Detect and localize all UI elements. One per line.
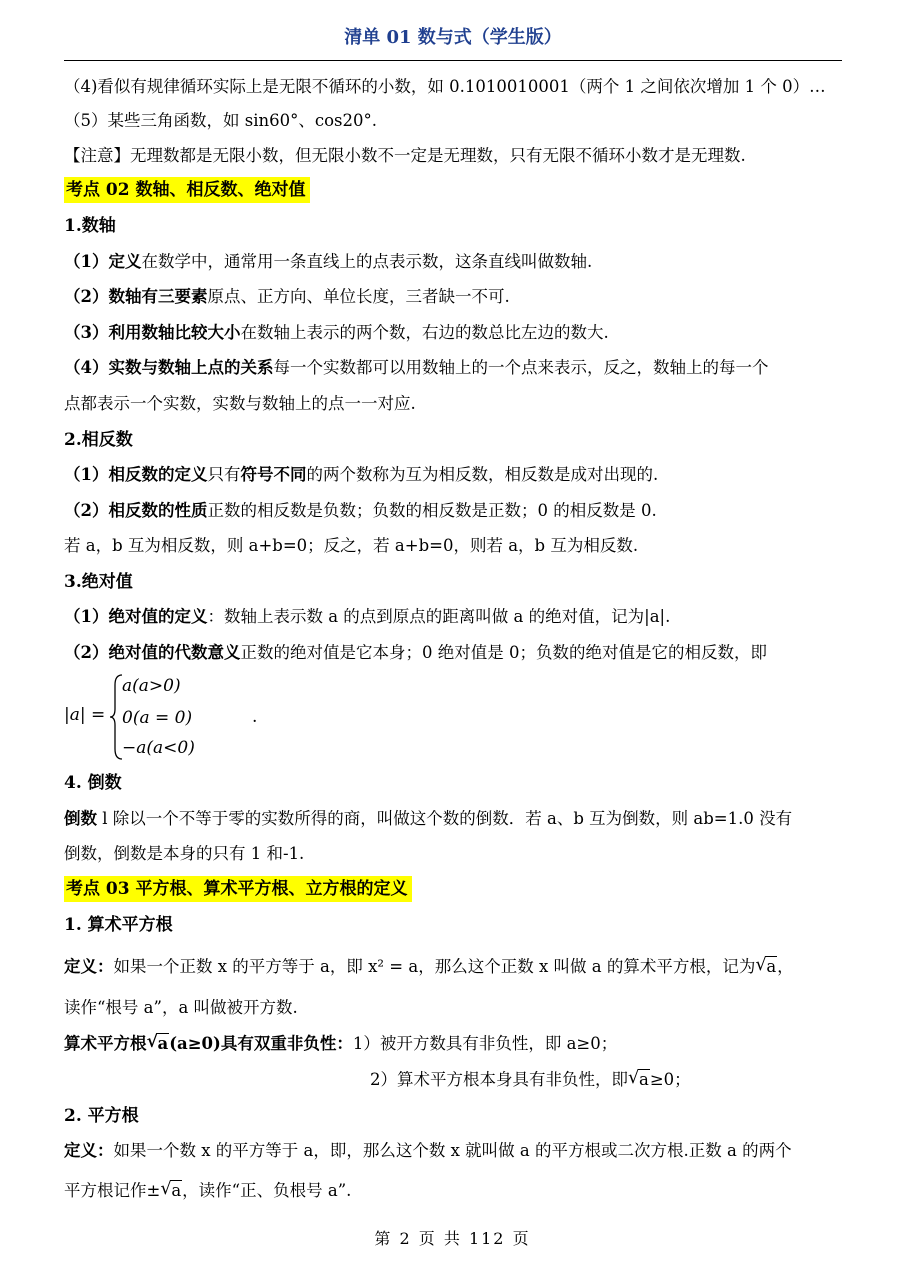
- text: 原点、正方向、单位长度，三者缺一不可.: [207, 287, 510, 306]
- text: 1）被开方数具有非负性，即 a≥0；: [352, 1034, 618, 1053]
- term: （3）利用数轴比较大小: [64, 323, 241, 342]
- radicand: a: [766, 957, 777, 976]
- case-zero: 0(a = 0): [122, 708, 193, 728]
- text-line: [64, 500, 842, 522]
- section-heading-kaodian-03: 考点 03 平方根、算术平方根、立方根的定义: [64, 876, 412, 902]
- text: ≥0；: [649, 1070, 691, 1089]
- text: 每一个实数都可以用数轴上的一个点来表示，反之，数轴上的每一个: [273, 358, 769, 377]
- text-line: [64, 642, 842, 664]
- text-line: 点都表示一个实数，实数与数轴上的点一一对应.: [64, 394, 416, 413]
- term: （2）相反数的性质: [64, 501, 208, 520]
- text: 平方根记作±: [64, 1181, 161, 1200]
- radicand: a: [639, 1070, 649, 1089]
- sqrt-symbol: √ a: [755, 956, 777, 976]
- text-line: [64, 1140, 842, 1162]
- text-line: [64, 1033, 842, 1055]
- text-line: [64, 1180, 842, 1202]
- period: .: [252, 707, 258, 727]
- sqrt-symbol: √ a: [146, 1033, 169, 1053]
- text-line: （4)看似有规律循环实际上是无限不循环的小数，如 0.1010010001（两个 1 之间依次增加 1 个 0）…: [64, 77, 826, 96]
- sqrt-symbol: √ a: [628, 1069, 649, 1089]
- term: 倒数: [64, 809, 97, 828]
- piecewise-formula: [64, 671, 264, 763]
- text-line: [64, 286, 842, 308]
- subsection-title: 4. 倒数: [64, 773, 122, 793]
- term: （2）绝对值的代数意义: [64, 643, 241, 662]
- text: 正数的绝对值是它本身；0 绝对值是 0；负数的绝对值是它的相反数，即: [240, 643, 767, 662]
- radicand: a: [157, 1034, 169, 1053]
- subsection-title: 3.绝对值: [64, 572, 133, 592]
- text: 如果一个正数 x 的平方等于 a，即 x² = a，那么这个正数 x 叫做 a 的算术平方根，记为: [113, 957, 756, 976]
- text-line: 倒数，倒数是本身的只有 1 和-1.: [64, 844, 305, 863]
- subsection-title: 1. 算术平方根: [64, 915, 173, 935]
- text: ，: [777, 957, 794, 976]
- text-line: [64, 808, 842, 830]
- text-line: [64, 357, 842, 379]
- text: 2）算术平方根本身具有非负性，即: [370, 1070, 628, 1089]
- abs-value: |a| =: [64, 705, 106, 725]
- text: 如果一个数 x 的平方等于 a，即，那么这个数 x 就叫做 a 的平方根或二次方根.正数 a 的两个: [113, 1141, 792, 1160]
- term: （1）相反数的定义: [64, 465, 208, 484]
- section-heading-kaodian-02: 考点 02 数轴、相反数、绝对值: [64, 177, 310, 203]
- subsection-title: 1.数轴: [64, 216, 116, 236]
- text-line: [370, 1069, 840, 1091]
- term: (a≥0)具有双重非负性：: [169, 1034, 353, 1053]
- term: 定义：: [64, 1141, 114, 1160]
- note-line: 【注意】无理数都是无限小数，但无限小数不一定是无理数，只有无限不循环小数才是无理数.: [64, 146, 746, 165]
- page-footer: 第 2 页 共 112 页: [374, 1229, 531, 1248]
- term: 符号不同: [240, 465, 307, 484]
- text: 在数轴上表示的两个数，右边的数总比左边的数大.: [240, 323, 609, 342]
- term: （2）数轴有三要素: [64, 287, 208, 306]
- term: （1）定义: [64, 252, 142, 271]
- radicand: a: [171, 1181, 182, 1200]
- term: 定义：: [64, 957, 114, 976]
- subsection-title: 2.相反数: [64, 430, 133, 450]
- text: 只有: [207, 465, 241, 484]
- case-positive: a(a>0): [122, 676, 181, 696]
- text-line: [64, 956, 842, 978]
- text: l 除以一个不等于零的实数所得的商，叫做这个数的倒数．若 a、b 互为倒数，则 ab=1.0 没有: [97, 809, 793, 828]
- text: 正数的相反数是负数；负数的相反数是正数；0 的相反数是 0.: [207, 501, 657, 520]
- text: 在数学中，通常用一条直线上的点表示数，这条直线叫做数轴.: [141, 252, 593, 271]
- text-line: （5）某些三角函数，如 sin60°、cos20°.: [64, 111, 377, 130]
- text: ，读作“正、负根号 a”.: [182, 1181, 352, 1200]
- case-negative: −a(a<0): [122, 738, 195, 758]
- term: 算术平方根: [64, 1034, 147, 1053]
- page-header: 清单 01 数与式（学生版）: [64, 26, 842, 61]
- text-line: 读作“根号 a”，a 叫做被开方数.: [64, 998, 298, 1017]
- sqrt-symbol: √ a: [160, 1180, 182, 1200]
- text-line: [64, 251, 842, 273]
- text-line: [64, 606, 842, 628]
- term: （1）绝对值的定义: [64, 607, 208, 626]
- text-line: [64, 464, 842, 486]
- text: 的两个数称为互为相反数，相反数是成对出现的.: [306, 465, 659, 484]
- text-line: 若 a，b 互为相反数，则 a+b=0；反之，若 a+b=0，则若 a，b 互为相反数.: [64, 536, 639, 555]
- text: ：数轴上表示数 a 的点到原点的距离叫做 a 的绝对值，记为|a|.: [207, 607, 671, 626]
- subsection-title: 2. 平方根: [64, 1106, 139, 1126]
- text-line: [64, 322, 842, 344]
- term: （4）实数与数轴上点的关系: [64, 358, 274, 377]
